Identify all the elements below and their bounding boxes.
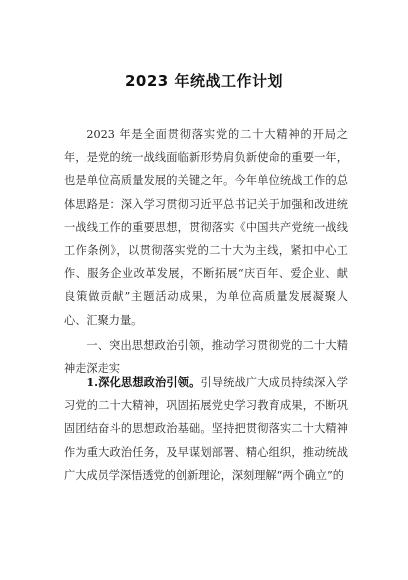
- item-1-paragraph: [64, 371, 348, 487]
- intro-paragraph: 2023 年是全面贯彻落实党的二十大精神的开局之年，是党的统一战线面临新形势肩负新使命的重要一年，也是单位高质量发展的关键之年。今年单位统战工作的总体思路是：深入学习贯彻习近平总书记关于加强和改进统一战线工作的重要思想，贯彻落实《中国共产党统一战线工作条例》，以贯彻落实党的二十大为主线，紧扣中心工作、服务企业改革发展，不断拓展“庆百年、爱企业、献良策做贡献”主题活动成果，为单位高质量发展凝聚人心、汇聚力量。: [64, 128, 348, 327]
- item-1-lead: 1.深化思想政治引领。: [86, 375, 201, 389]
- item-1-text: 引导统战广大成员持续深入学习党的二十大精神，巩固拓展党史学习教育成果，不断巩固团结奋斗的思想政治基础。坚持把贯彻落实二十大精神作为重大政治任务，及早谋划部署、精心组织，推动统战广大成员学深悟透党的创新理论，深刻理解“两个确立”的: [64, 376, 348, 482]
- section-heading-1: 一、突出思想政治引领，推动学习贯彻党的二十大精神走深走实: [64, 339, 348, 376]
- document-title: 2023 年统战工作计划: [125, 72, 283, 90]
